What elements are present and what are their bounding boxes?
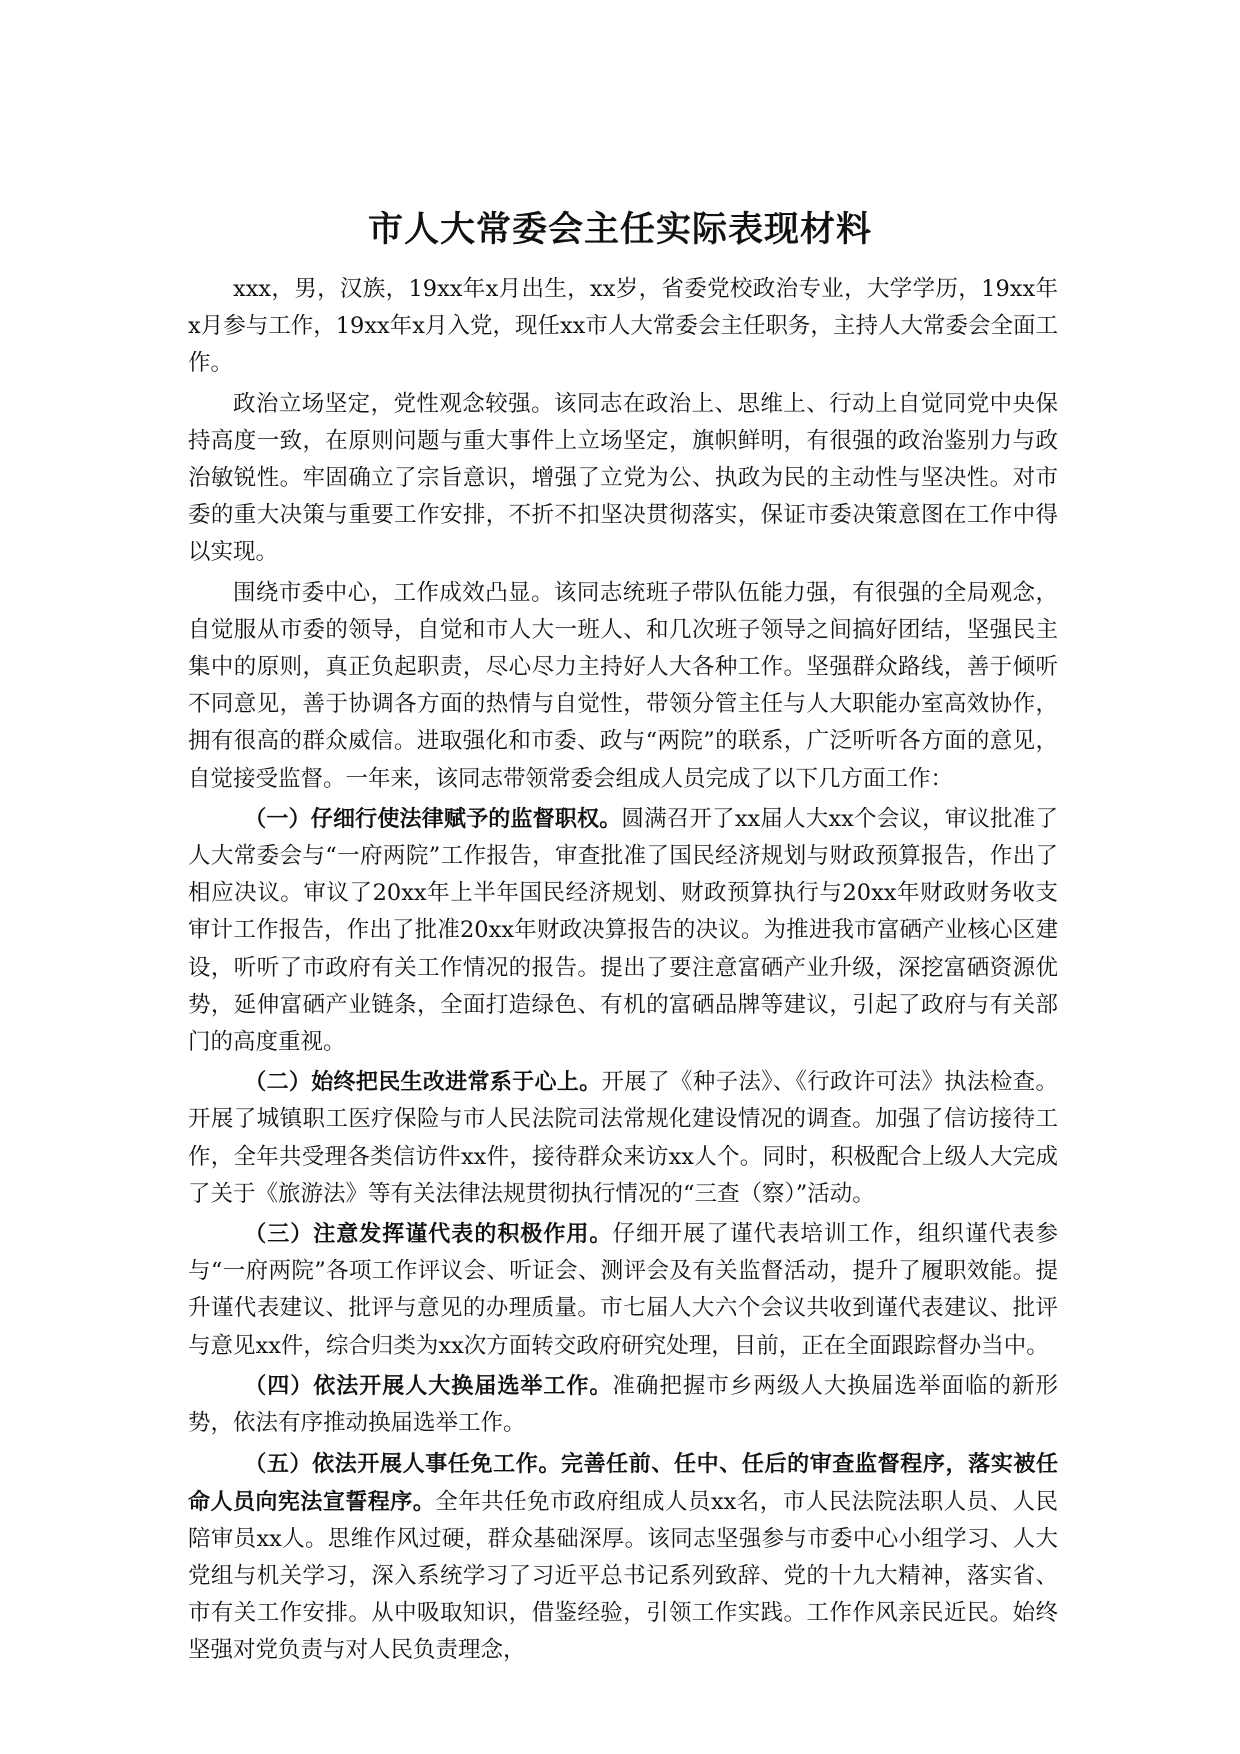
paragraph-text: 围绕市委中心，工作成效凸显。该同志统班子带队伍能力强，有很强的全局观念，自觉服从市委的领导，自觉和市人大一班人、和几次班子领导之间搞好团结，坚强民主集中的原则，真正负起职责，尽心尽力主持好人大各种工作。坚强群众路线，善于倾听不同意见，善于协调各方面的热情与自觉性，带领分管主任与人大职能办室高效协作，拥有很高的群众威信。进取强化和市委、政与“两院”的联系，广泛听听各方面的意见，自觉接受监督。一年来，该同志带领常委会组成人员完成了以下几方面工作：	[188, 579, 1058, 792]
paragraph-item-3	[188, 1216, 1058, 1365]
paragraph-heading: （五）依法开展人事任免工作。完善任前、任中、任后的审查监督程序，落实被任命人员向宪法宣誓程序。	[188, 1452, 1058, 1515]
paragraph-item-2	[188, 1064, 1058, 1213]
paragraph-heading: （四）依法开展人大换届选举工作。	[244, 1373, 613, 1399]
document-body	[188, 271, 1058, 1673]
paragraph-item-4	[188, 1368, 1058, 1442]
paragraph-text: xxx，男，汉族，19xx年x月出生，xx岁，省委党校政治专业，大学学历，19xx年x月参与工作，19xx年x月入党，现任xx市人大常委会主任职务，主持人大常委会全面工作。	[188, 276, 1058, 377]
paragraph-item-5	[188, 1446, 1058, 1669]
paragraph-text: 政治立场坚定，党性观念较强。该同志在政治上、思维上、行动上自觉同党中央保持高度一致，在原则问题与重大事件上立场坚定，旗帜鲜明，有很强的政治鉴别力与政治敏锐性。牢固确立了宗旨意识，增强了立党为公、执政为民的主动性与坚决性。对市委的重大决策与重要工作安排，不折不扣坚决贯彻落实，保证市委决策意图在工作中得以实现。	[188, 390, 1058, 566]
paragraph-heading: （二）始终把民生改进常系于心上。	[244, 1070, 602, 1096]
document-title: 市人大常委会主任实际表现材料	[367, 210, 872, 250]
paragraph-heading: （三）注意发挥谨代表的积极作用。	[244, 1222, 613, 1248]
paragraph-text: 全年共任免市政府组成人员xx名，市人民法院法职人员、人民陪审员xx人。思维作风过硬，群众基础深厚。该同志坚强参与市委中心小组学习、人大党组与机关学习，深入系统学习了习近平总书记系列致辞、党的十九大精神，落实省、市有关工作安排。从中吸取知识，借鉴经验，引领工作实践。工作作风亲民近民。始终坚强对党负责与对人民负责理念，	[188, 1488, 1058, 1664]
paragraph-text: 准确把握市乡两级人大换届选举面临的新形势，依法有序推动换届选举工作。	[188, 1372, 1058, 1437]
paragraph-text: 仔细开展了谨代表培训工作，组织谨代表参与“一府两院”各项工作评议会、听证会、测评会及有关监督活动，提升了履职效能。提升谨代表建议、批评与意见的办理质量。市七届人大六个会议共收到谨代表建议、批评与意见xx件，综合归类为xx次方面转交政府研究处理，目前，正在全面跟踪督办当中。	[188, 1221, 1058, 1359]
paragraph-work-results	[188, 575, 1058, 798]
paragraph-text: 圆满召开了xx届人大xx个会议，审议批准了人大常委会与“一府两院”工作报告，审查批准了国民经济规划与财政预算报告，作出了相应决议。审议了20xx年上半年国民经济规划、财政预算执行与20xx年财政财务收支审计工作报告，作出了批准20xx年财政决算报告的决议。为推进我市富硒产业核心区建设，听听了市政府有关工作情况的报告。提出了要注意富硒产业升级，深挖富硒资源优势，延伸富硒产业链条，全面打造绿色、有机的富硒品牌等建议，引起了政府与有关部门的高度重视。	[188, 805, 1058, 1056]
paragraph-heading: （一）仔细行使法律赋予的监督职权。	[244, 806, 622, 832]
paragraph-item-1	[188, 801, 1058, 1061]
paragraph-political-stance	[188, 386, 1058, 572]
paragraph-text: 开展了《种子法》、《行政许可法》执法检查。开展了城镇职工医疗保险与市人民法院司法常规化建设情况的调查。加强了信访接待工作，全年共受理各类信访件xx件，接待群众来访xx人个。同时，积极配合上级人大完成了关于《旅游法》等有关法律法规贯彻执行情况的“三查（察）”活动。	[188, 1069, 1058, 1207]
paragraph-profile	[188, 271, 1058, 383]
